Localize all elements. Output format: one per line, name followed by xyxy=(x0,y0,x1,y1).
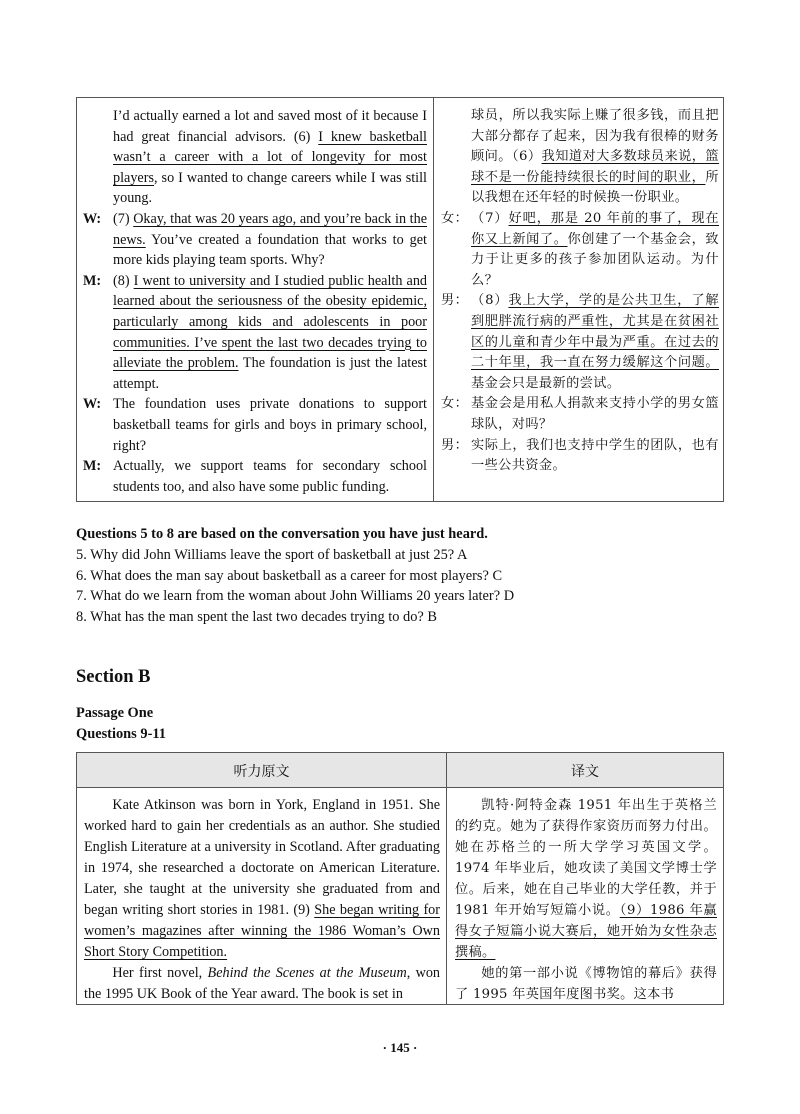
translation-text: 所以我想在还年轻的时候换一份职业。 xyxy=(471,169,719,206)
header-translation: 译文 xyxy=(571,764,599,780)
speaker-label: 女： xyxy=(441,396,469,412)
header-transcript: 听力原文 xyxy=(233,764,290,780)
answer-number: （7） xyxy=(471,210,509,226)
passage-transcript xyxy=(84,795,440,1005)
woman-turn-1 xyxy=(83,209,427,271)
chinese-translation xyxy=(441,106,719,477)
translation-paragraph xyxy=(441,106,719,209)
transcript-text: The foundation is just the latest attempt. xyxy=(113,355,427,392)
question-list xyxy=(76,524,724,628)
english-transcript xyxy=(83,106,427,497)
question-item: 5. Why did John Williams leave the sport of basketball at just 25? A xyxy=(76,546,468,563)
underlined-answer-8-zh: 我上大学，学的是公共卫生，了解到肥胖流行病的严重性，尤其是在贫困社区的儿童和青少年中最为严重。在过去的二十年里，我一直在努力缓解这个问题。 xyxy=(471,293,720,371)
passage-heading xyxy=(76,703,166,745)
question-item: 7. What do we learn from the woman about John Williams 20 years later? D xyxy=(76,588,515,605)
underlined-answer-6-zh: 我知道对大多数球员来说，篮球不是一份能持续很长的时间的职业， xyxy=(471,149,719,185)
section-title: Section B xyxy=(76,667,151,687)
page-number: · 145 · xyxy=(382,1040,418,1055)
speaker-label: 女： xyxy=(441,210,469,226)
man-turn-2 xyxy=(83,456,427,497)
translation-text: 球员，所以我实际上赚了很多钱，而且把大部分都存了起来，因为我有很棒的财务顾问。（6） xyxy=(471,108,719,165)
column-divider xyxy=(433,98,434,501)
translation-text: 她的第一部小说《博物馆的幕后》获得了 1995 年英国年度图书奖。这本书 xyxy=(455,966,717,1002)
woman-turn-2-zh xyxy=(441,394,719,435)
translation-text: 基金会只是最新的尝试。 xyxy=(471,375,621,391)
passage-translation xyxy=(455,795,717,1005)
question-item: 6. What does the man say about basketball as a career for most players? C xyxy=(76,567,503,584)
translation-text: 凯特·阿特金森 1951 年出生于英格兰的约克。她为了获得作家资历而努力付出。她在苏格兰的一所大学学习英国文学。1974 年毕业后，她攻读了美国文学博士学位。后来，她在自己毕业的大学任教，并于 1981 年开始写短篇小说。 xyxy=(455,798,717,918)
man-turn-2-zh xyxy=(441,436,719,477)
speaker-label: W: xyxy=(83,210,102,227)
underlined-answer-8: I went to university and I studied public health and learned about the seriousness of the obesity epidemic, particularly among kids and adolescents in poor communities. I’ve spent the last two decades trying to alleviate the problem. xyxy=(113,272,428,372)
questions-heading: Questions 5 to 8 are based on the conversation you have just heard. xyxy=(76,526,488,542)
underlined-answer-7: Okay, that was 20 years ago, and you’re back in the news. xyxy=(113,210,428,248)
underlined-answer-6: I knew basketball wasn’t a career with a lot of longevity for most players xyxy=(113,128,427,186)
answer-number: (7) xyxy=(113,210,134,227)
passage-title: Passage One xyxy=(76,705,154,721)
transcript-text: Actually, we support teams for secondary school students too, and also have some public funding. xyxy=(113,458,427,495)
column-divider xyxy=(446,753,447,1004)
answer-number: （8） xyxy=(471,293,509,309)
speaker-label: W: xyxy=(83,396,102,413)
underlined-answer-7-zh: 好吧，那是 20 年前的事了，现在你又上新闻了。 xyxy=(471,210,720,247)
underlined-answer-9: She began writing for women’s magazines after winning the 1986 Woman’s Own Short Story Competition. xyxy=(84,902,440,960)
transcript-text: Her first novel, xyxy=(112,965,208,981)
speaker-label: M: xyxy=(83,272,102,289)
transcript-text: The foundation uses private donations to support basketball teams for girls and boys in primary school, right? xyxy=(113,396,427,454)
speaker-label: 男： xyxy=(441,293,469,309)
transcript-paragraph xyxy=(83,106,427,209)
passage-paragraph xyxy=(84,963,440,1005)
translation-text: 实际上，我们也支持中学生的团队，也有一些公共资金。 xyxy=(471,437,719,474)
man-turn-1 xyxy=(83,271,427,395)
passage-table xyxy=(76,752,724,1005)
question-item: 8. What has the man spent the last two decades trying to do? B xyxy=(76,609,438,626)
transcript-text: , so I wanted to change careers while I was still young. xyxy=(113,169,427,207)
transcript-text: You’ve created a foundation that works to get more kids playing team sports. Why? xyxy=(113,231,427,269)
transcript-text: Kate Atkinson was born in York, England in 1951. She worked hard to gain her credentials as an author. She studied English Literature at a university in Scotland. After graduating in 1974, she researched a doctorate on American Literature. Later, she taught at the university she graduated from and began writing short stories in 1981. (9) xyxy=(84,797,440,918)
woman-turn-2 xyxy=(83,394,427,456)
passage-questions: Questions 9-11 xyxy=(76,725,166,742)
transcript-text: I’d actually earned a lot and saved most of it because I had great financial advisors. (6) xyxy=(113,108,427,145)
underlined-answer-9-zh: （9）1986 年赢得女子短篇小说大赛后，她开始为女性杂志撰稿。 xyxy=(455,903,718,960)
speaker-label: M: xyxy=(83,458,102,475)
answer-number: (8) xyxy=(113,272,134,289)
translation-text: 基金会是用私人捐款来支持小学的男女篮球队，对吗？ xyxy=(471,396,719,432)
passage-paragraph xyxy=(84,795,440,963)
translation-paragraph xyxy=(455,795,717,963)
translation-paragraph xyxy=(455,963,717,1005)
translation-text: 你创建了一个基金会，致力于让更多的孩子参加团队运动。为什么？ xyxy=(471,231,719,288)
woman-turn-1-zh xyxy=(441,209,719,291)
transcript-text: , won the 1995 UK Book of the Year award. The book is set in xyxy=(84,965,441,1002)
table-header xyxy=(77,753,723,788)
book-title: Behind the Scenes at the Museum xyxy=(207,965,407,981)
dialogue-table xyxy=(76,97,724,502)
man-turn-1-zh xyxy=(441,291,719,394)
speaker-label: 男： xyxy=(441,437,469,453)
